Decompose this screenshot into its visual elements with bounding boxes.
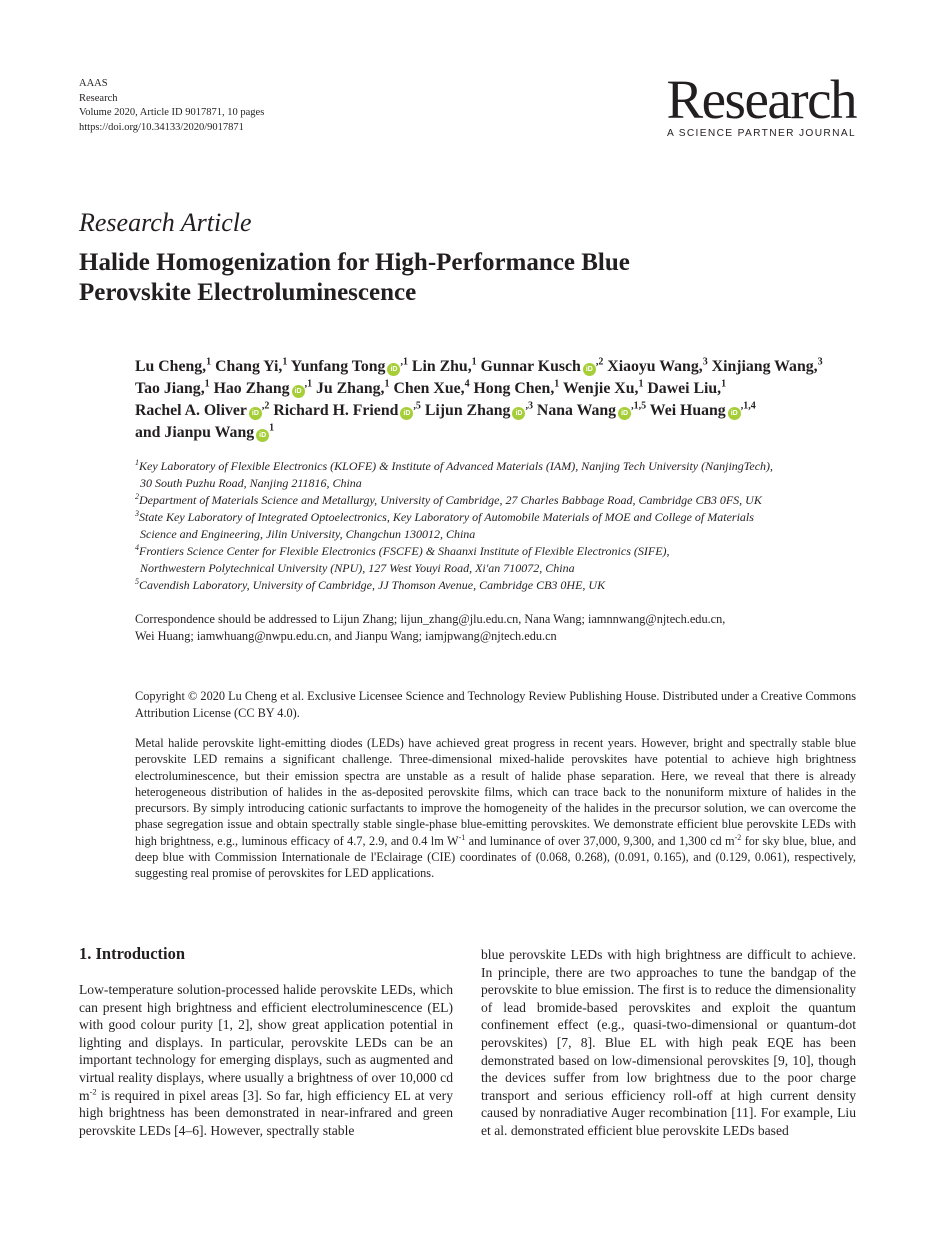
affiliation-entry (135, 492, 865, 509)
journal-name: Research (79, 92, 118, 104)
author-name-text: Ju Zhang, (316, 380, 385, 397)
author-name (135, 402, 269, 419)
author-name-text: Chen Xue, (393, 380, 465, 397)
affiliation-number: 4 (135, 543, 139, 552)
affiliation-number: 3 (135, 509, 139, 518)
author-name (650, 402, 756, 419)
author-affiliation-marker: 3 (702, 356, 708, 368)
affiliation-number: 5 (135, 577, 139, 586)
author-name (425, 402, 533, 419)
author-affiliation-marker: ,5 (413, 400, 421, 412)
article-title (79, 248, 630, 308)
abstract-text-1: Metal halide perovskite light-emitting diodes (LEDs) have achieved great progress in recent years. However, bright and spectrally stable blue perovskite LED remains a significant challenge. Three-dimensional mixed-halide perovskites have potential to achieve high brightness electroluminescence, but their emission spectra are unstable as a result of halide phase separation. Here, we reveal that there is already heterogeneous distribution of halides in the as-deposited perovskite films, which can trace back to the nonuniform mixture of halides in the precursors. By simply introducing cationic surfactants to improve the homogeneity of the halides in the precursor solution, we can overcome the phase segregation issue and obtain spectrally stable single-phase blue-emitting perovskites. We demonstrate efficient blue perovskite LEDs with high brightness, e.g., luminous efficacy of 4.7, 2.9, and 0.4 lm W (135, 736, 856, 848)
author-name (647, 380, 726, 397)
affiliation-text: Frontiers Science Center for Flexible Electronics (FSCFE) & Shaanxi Institute of Flexible Electronics (SIFE), (139, 544, 670, 558)
author-name-text: Chang Yi, (215, 358, 283, 375)
author-name-text: Nana Wang (536, 402, 617, 419)
author-name (273, 402, 421, 419)
abstract-text-2: and luminance of over 37,000, 9,300, and 1,300 cd m (465, 833, 735, 848)
affiliation-text-continued: Northwestern Polytechnical University (NPU), 127 West Youyi Road, Xi'an 710072, China (140, 561, 575, 575)
author-affiliation-marker: 1 (471, 356, 477, 368)
affiliations (135, 458, 865, 594)
author-affiliation-marker: 1 (721, 378, 727, 390)
author-affiliation-marker: 1 (638, 378, 644, 390)
author-name-text: Richard H. Friend (273, 402, 399, 419)
orcid-icon[interactable]: iD (400, 407, 413, 420)
body-column-right: blue perovskite LEDs with high brightness are difficult to achieve. In principle, there are two approaches to tune the bandgap of the perovskite to blue emission. The first is to reduce the dimensionality of lead bromide-based perovskites and exploit the quantum confinement effect (e.g., quasi-two-dimensional or quantum-dot perovskites) [7, 8]. Blue EL with high peak EQE has been demonstrated based on low-dimensional perovskites [9, 10], though the devices suffer from low brightness due to the poor charge transport and serious efficiency roll-off at high current density caused by nonradiative Auger recombination [11]. For example, Liu et al. demonstrated efficient blue perovskite LEDs based (481, 947, 856, 1138)
journal-logo (666, 69, 856, 139)
affiliation-text: Department of Materials Science and Metallurgy, University of Cambridge, 27 Charles Babbage Road, Cambridge CB3 0FS, UK (139, 493, 762, 507)
author-affiliation-marker: 1 (282, 356, 288, 368)
title-line-2: Perovskite Electroluminescence (79, 279, 417, 306)
author-name-text: Lu Cheng, (135, 358, 207, 375)
abstract-text-3: for sky blue, blue, and deep blue with Commission Internationale de l'Eclairage (CIE) coordinates of (0.068, 0.268), (0.091, 0.165), and (0.129, 0.061), respectively, suggesting real promise of perovskites for LED applications. (135, 833, 856, 881)
affiliation-text: Cavendish Laboratory, University of Cambridge, JJ Thomson Avenue, Cambridge CB3 0HE, UK (139, 578, 606, 592)
orcid-icon[interactable]: iD (618, 407, 631, 420)
affiliation-entry (135, 577, 865, 594)
author-name-text: Lin Zhu, (411, 358, 472, 375)
author-name-text: Hong Chen, (473, 380, 555, 397)
affiliation-entry (135, 543, 865, 577)
section-heading: 1. Introduction (79, 944, 186, 963)
author-name (214, 380, 312, 397)
author-name (607, 358, 707, 375)
author-affiliation-marker: 1 (384, 378, 390, 390)
author-affiliation-marker: 1 (206, 356, 212, 368)
author-affiliation-marker: ,1,4 (740, 400, 756, 412)
doi-link[interactable]: https://doi.org/10.34133/2020/9017871 (79, 121, 244, 133)
affiliation-text: Key Laboratory of Flexible Electronics (KLOFE) & Institute of Advanced Materials (IAM), Nanjing Tech University (NanjingTech), (139, 459, 774, 473)
logo-tagline: A SCIENCE PARTNER JOURNAL (666, 128, 856, 139)
orcid-icon[interactable]: iD (583, 363, 596, 376)
intro-text-b: is required in pixel areas [3]. So far, high efficiency EL at very high brightness has been demonstrated in near-infrared and green perovskite LEDs [4–6]. However, spectrally stable (79, 1087, 453, 1138)
body-column-left (79, 981, 453, 1139)
affiliation-entry (135, 458, 865, 492)
author-affiliation-marker: ,1,5 (631, 400, 647, 412)
author-name (481, 358, 604, 375)
author-affiliation-marker: ,2 (595, 356, 604, 368)
author-affiliation-marker: ,2 (261, 400, 270, 412)
volume-info: Volume 2020, Article ID 9017871, 10 pages (79, 107, 265, 118)
journal-metadata (79, 77, 264, 135)
author-name (291, 358, 408, 375)
abstract-unit-exponent-1: -1 (458, 832, 466, 842)
copyright-notice: Copyright © 2020 Lu Cheng et al. Exclusive Licensee Science and Technology Review Publishing House. Distributed under a Creative Commons Attribution License (CC BY 4.0). (135, 689, 856, 720)
author-name (712, 358, 823, 375)
logo-wordmark: Research (666, 69, 856, 130)
correspondence-line-2: Wei Huang; iamwhuang@nwpu.edu.cn, and Jianpu Wang; iamjpwang@njtech.edu.cn (135, 628, 557, 643)
article-type: Research Article (79, 208, 252, 237)
affiliation-number: 2 (135, 492, 139, 501)
intro-text-a: Low-temperature solution-processed halide perovskite LEDs, which can present high brightness and efficient electroluminescence (EL) with good colour purity [1, 2], show great application potential in lighting and displays. In particular, perovskite LEDs can be an important technology for emerging displays, such as augmented and virtual reality displays, where usually a brightness of over 10,000 cd m (79, 982, 453, 1103)
author-name (537, 402, 646, 419)
correspondence-line-1: Correspondence should be addressed to Lijun Zhang; lijun_zhang@jlu.edu.cn, Nana Wang; iamnnwang@njtech.edu.cn, (135, 612, 726, 626)
author-name-text: and Jianpu Wang (135, 424, 255, 441)
abstract (135, 735, 856, 882)
orcid-icon[interactable]: iD (292, 385, 305, 398)
correspondence (135, 611, 860, 644)
author-name-text: Xinjiang Wang, (711, 358, 818, 375)
author-name-text: Yunfang Tong (290, 358, 386, 375)
affiliation-entry (135, 509, 865, 543)
author-affiliation-marker: ,1 (400, 356, 408, 368)
title-line-1: Halide Homogenization for High-Performance Blue (79, 249, 630, 276)
author-name (316, 380, 390, 397)
author-name-text: Lijun Zhang (424, 402, 511, 419)
orcid-icon[interactable]: iD (249, 407, 262, 420)
abstract-unit-exponent-2: -2 (734, 832, 742, 842)
author-name (474, 380, 560, 397)
author-affiliation-marker: ,1 (304, 378, 313, 390)
author-affiliation-marker: 1 (269, 422, 275, 434)
author-affiliation-marker: ,3 (525, 400, 533, 412)
author-name (215, 358, 287, 375)
author-name (393, 380, 469, 397)
author-name-text: Wei Huang (649, 402, 726, 419)
author-affiliation-marker: 3 (817, 356, 823, 368)
affiliation-text-continued: 30 South Puzhu Road, Nanjing 211816, China (140, 476, 362, 490)
author-name-text: Rachel A. Oliver (135, 402, 247, 419)
author-name (135, 380, 210, 397)
author-name-text: Wenjie Xu, (562, 380, 639, 397)
author-affiliation-marker: 4 (464, 378, 470, 390)
author-name (412, 358, 477, 375)
author-name (135, 358, 211, 375)
orcid-icon[interactable]: iD (512, 407, 525, 420)
author-name-text: Gunnar Kusch (480, 358, 581, 375)
author-name (563, 380, 643, 397)
author-name-text: Dawei Liu, (647, 380, 722, 397)
affiliation-text: State Key Laboratory of Integrated Optoelectronics, Key Laboratory of Automobile Materials of MOE and College of Materials (139, 510, 754, 524)
author-name (135, 424, 274, 441)
intro-unit-exponent: -2 (89, 1086, 97, 1097)
author-name-text: Tao Jiang, (135, 380, 205, 397)
affiliation-text-continued: Science and Engineering, Jilin University, Changchun 130012, China (140, 527, 476, 541)
author-affiliation-marker: 1 (554, 378, 560, 390)
author-affiliation-marker: 1 (204, 378, 210, 390)
author-name-text: Xiaoyu Wang, (607, 358, 703, 375)
orcid-icon[interactable]: iD (256, 429, 269, 442)
orcid-icon[interactable]: iD (728, 407, 741, 420)
affiliation-number: 1 (135, 458, 139, 467)
publisher-name: AAAS (79, 78, 108, 89)
orcid-icon[interactable]: iD (387, 363, 400, 376)
author-name-text: Hao Zhang (213, 380, 290, 397)
author-list (135, 356, 860, 444)
